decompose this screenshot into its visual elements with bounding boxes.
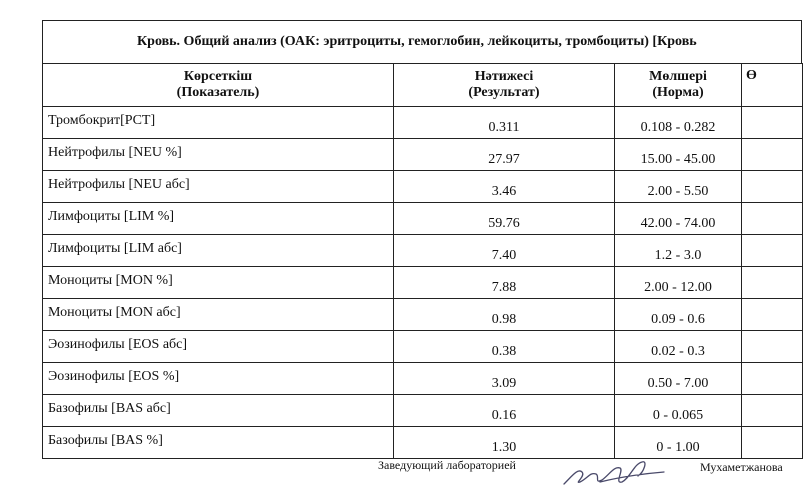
indicator-name: Тромбокрит[PCT] <box>43 107 394 139</box>
indicator-name: Моноциты [MON абс] <box>43 299 394 331</box>
indicator-name: Лимфоциты [LIM абс] <box>43 235 394 267</box>
report-title: Кровь. Общий анализ (ОАК: эритроциты, гемоглобин, лейкоциты, тромбоциты) [Кровь <box>137 34 697 49</box>
norm-range: 15.00 - 45.00 <box>615 139 742 171</box>
table-row <box>43 235 803 267</box>
norm-range: 42.00 - 74.00 <box>615 203 742 235</box>
extra-cell <box>742 299 803 331</box>
table-row <box>43 427 803 459</box>
result-value: 3.46 <box>394 171 615 203</box>
table-row <box>43 299 803 331</box>
result-value: 0.38 <box>394 331 615 363</box>
indicator-name: Лимфоциты [LIM %] <box>43 203 394 235</box>
extra-cell <box>742 139 803 171</box>
norm-range: 0 - 1.00 <box>615 427 742 459</box>
extra-cell <box>742 427 803 459</box>
result-value: 3.09 <box>394 363 615 395</box>
norm-range: 0.50 - 7.00 <box>615 363 742 395</box>
extra-cell <box>742 171 803 203</box>
signer-name: Мухаметжанова <box>700 460 783 474</box>
norm-range: 0.02 - 0.3 <box>615 331 742 363</box>
extra-cell <box>742 267 803 299</box>
table-row <box>43 171 803 203</box>
result-value: 59.76 <box>394 203 615 235</box>
header-extra: Ө <box>742 64 803 107</box>
indicator-name: Нейтрофилы [NEU %] <box>43 139 394 171</box>
norm-range: 0.108 - 0.282 <box>615 107 742 139</box>
norm-range: 0 - 0.065 <box>615 395 742 427</box>
report-title-row <box>42 20 802 63</box>
lab-report <box>42 20 802 459</box>
norm-range: 1.2 - 3.0 <box>615 235 742 267</box>
result-value: 7.40 <box>394 235 615 267</box>
result-value: 7.88 <box>394 267 615 299</box>
table-row <box>43 139 803 171</box>
signer-role: Заведующий лабораторией <box>378 458 516 472</box>
extra-cell <box>742 235 803 267</box>
results-table <box>42 63 803 459</box>
signature-image <box>560 458 670 488</box>
table-row <box>43 107 803 139</box>
signature-footer <box>0 458 783 488</box>
indicator-name: Моноциты [MON %] <box>43 267 394 299</box>
header-result: Нәтижесі (Результат) <box>394 64 615 107</box>
result-value: 0.311 <box>394 107 615 139</box>
indicator-name: Эозинофилы [EOS %] <box>43 363 394 395</box>
indicator-name: Эозинофилы [EOS абс] <box>43 331 394 363</box>
extra-cell <box>742 331 803 363</box>
indicator-name: Базофилы [BAS %] <box>43 427 394 459</box>
result-value: 0.98 <box>394 299 615 331</box>
result-value: 0.16 <box>394 395 615 427</box>
header-indicator: Көрсеткіш (Показатель) <box>43 64 394 107</box>
table-header-row <box>43 64 803 107</box>
table-row <box>43 395 803 427</box>
table-row <box>43 363 803 395</box>
norm-range: 2.00 - 5.50 <box>615 171 742 203</box>
indicator-name: Базофилы [BAS абс] <box>43 395 394 427</box>
header-norm: Мөлшері (Норма) <box>615 64 742 107</box>
extra-cell <box>742 203 803 235</box>
norm-range: 0.09 - 0.6 <box>615 299 742 331</box>
norm-range: 2.00 - 12.00 <box>615 267 742 299</box>
table-row <box>43 203 803 235</box>
table-row <box>43 331 803 363</box>
result-value: 27.97 <box>394 139 615 171</box>
extra-cell <box>742 107 803 139</box>
result-value: 1.30 <box>394 427 615 459</box>
extra-cell <box>742 395 803 427</box>
table-row <box>43 267 803 299</box>
indicator-name: Нейтрофилы [NEU абс] <box>43 171 394 203</box>
extra-cell <box>742 363 803 395</box>
